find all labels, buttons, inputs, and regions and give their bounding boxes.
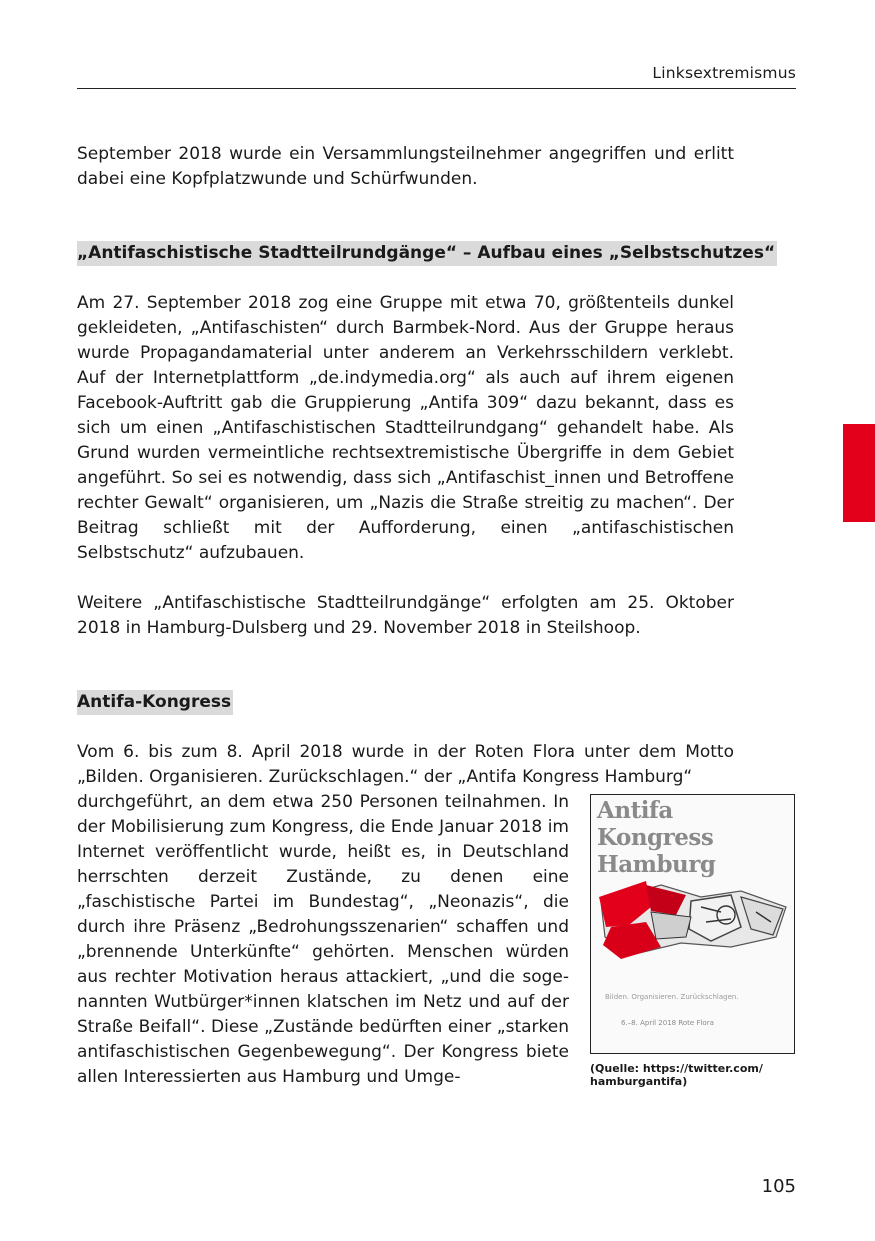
antifa-kongress-poster-image	[590, 794, 795, 1054]
chapter-marker-tab	[843, 424, 875, 522]
running-header: Linksextremismus	[652, 64, 796, 82]
section2-paragraph-wrapped: durchgeführt, an dem etwa 250 Personen teilnahmen. In der Mobilisierung zum Kongress, die Ende Januar 2018 im Internet veröffentlicht wurde, heißt es, in Deutschland herrschten derzeit Zustände, zu denen eine „faschistische Partei im Bundestag“, „Neonazis“, die durch ihre Präsenz „Bedrohungsszenarien“ schaffen und „brennende Unterkünfte“ gehörten. Menschen würden aus rechter Motivation heraus attackiert, „und die sogenannten Wutbürger*innen klatschen im Netz und auf der Straße Beifall“. Diese „Zustände bedürften einer „starken antifaschistischen Gegenbewegung“. Der Kongress biete allen Interessierten aus Hamburg und Umge-	[77, 792, 569, 1087]
section1-paragraph-1: Am 27. September 2018 zog eine Gruppe mit etwa 70, größtenteils dunkel gekleideten, „Antifaschisten“ durch Barmbek-Nord. Aus der Gruppe heraus wurde Propagandamaterial unter anderem an Verkehrsschildern verklebt. Auf der Internetplattform „de.indymedia.org“ als auch auf ihrem eigenen Facebook-Auftritt gab die Gruppierung „Antifa 309“ dazu bekannt, dass es sich um einen „Antifaschistischen Stadtteilrundgang“ gehandelt habe. Als Grund wurden vermeintliche rechtsextremistische Übergriffe in dem Gebiet angeführt. So sei es notwendig, dass sich „Antifaschist_innen und Betroffene rechter Gewalt“ organisieren, um „Nazis die Straße streitig zu machen“. Der Beitrag schließt mit der Aufforderung, einen „antifaschistischen Selbstschutz“ aufzubauen.	[77, 293, 734, 563]
section-heading-stadtteilrundgaenge: „Antifaschistische Stadtteilrundgänge“ – Aufbau eines „Selbstschutzes“	[77, 241, 777, 266]
intro-paragraph: September 2018 wurde ein Versammlungsteilnehmer angegriffen und erlitt dabei eine Kopfplatzwunde und Schürfwunden.	[77, 144, 734, 189]
header-divider	[77, 88, 796, 89]
section1-paragraph-2: Weitere „Antifaschistische Stadtteilrundgänge“ erfolgten am 25. Oktober 2018 in Hamburg-Dulsberg und 29. November 2018 in Steilshoop.	[77, 593, 734, 638]
section-heading-antifa-kongress: Antifa-Kongress	[77, 690, 233, 715]
figure-caption: (Quelle: https://twitter.com/ hamburgantifa)	[590, 1062, 763, 1088]
page-number: 105	[761, 1176, 796, 1197]
poster-artwork	[591, 867, 794, 987]
poster-motto: Bilden. Organisieren. Zurückschlagen.	[605, 993, 739, 1001]
section2-paragraph-lead: Vom 6. bis zum 8. April 2018 wurde in der Roten Flora unter dem Motto „Bilden. Organisieren. Zurückschlagen.“ der „Antifa Kongress Hamburg“	[77, 742, 734, 787]
poster-date: 6.–8. April 2018 Rote Flora	[621, 1019, 714, 1027]
poster-title: Antifa Kongress Hamburg	[597, 797, 716, 878]
